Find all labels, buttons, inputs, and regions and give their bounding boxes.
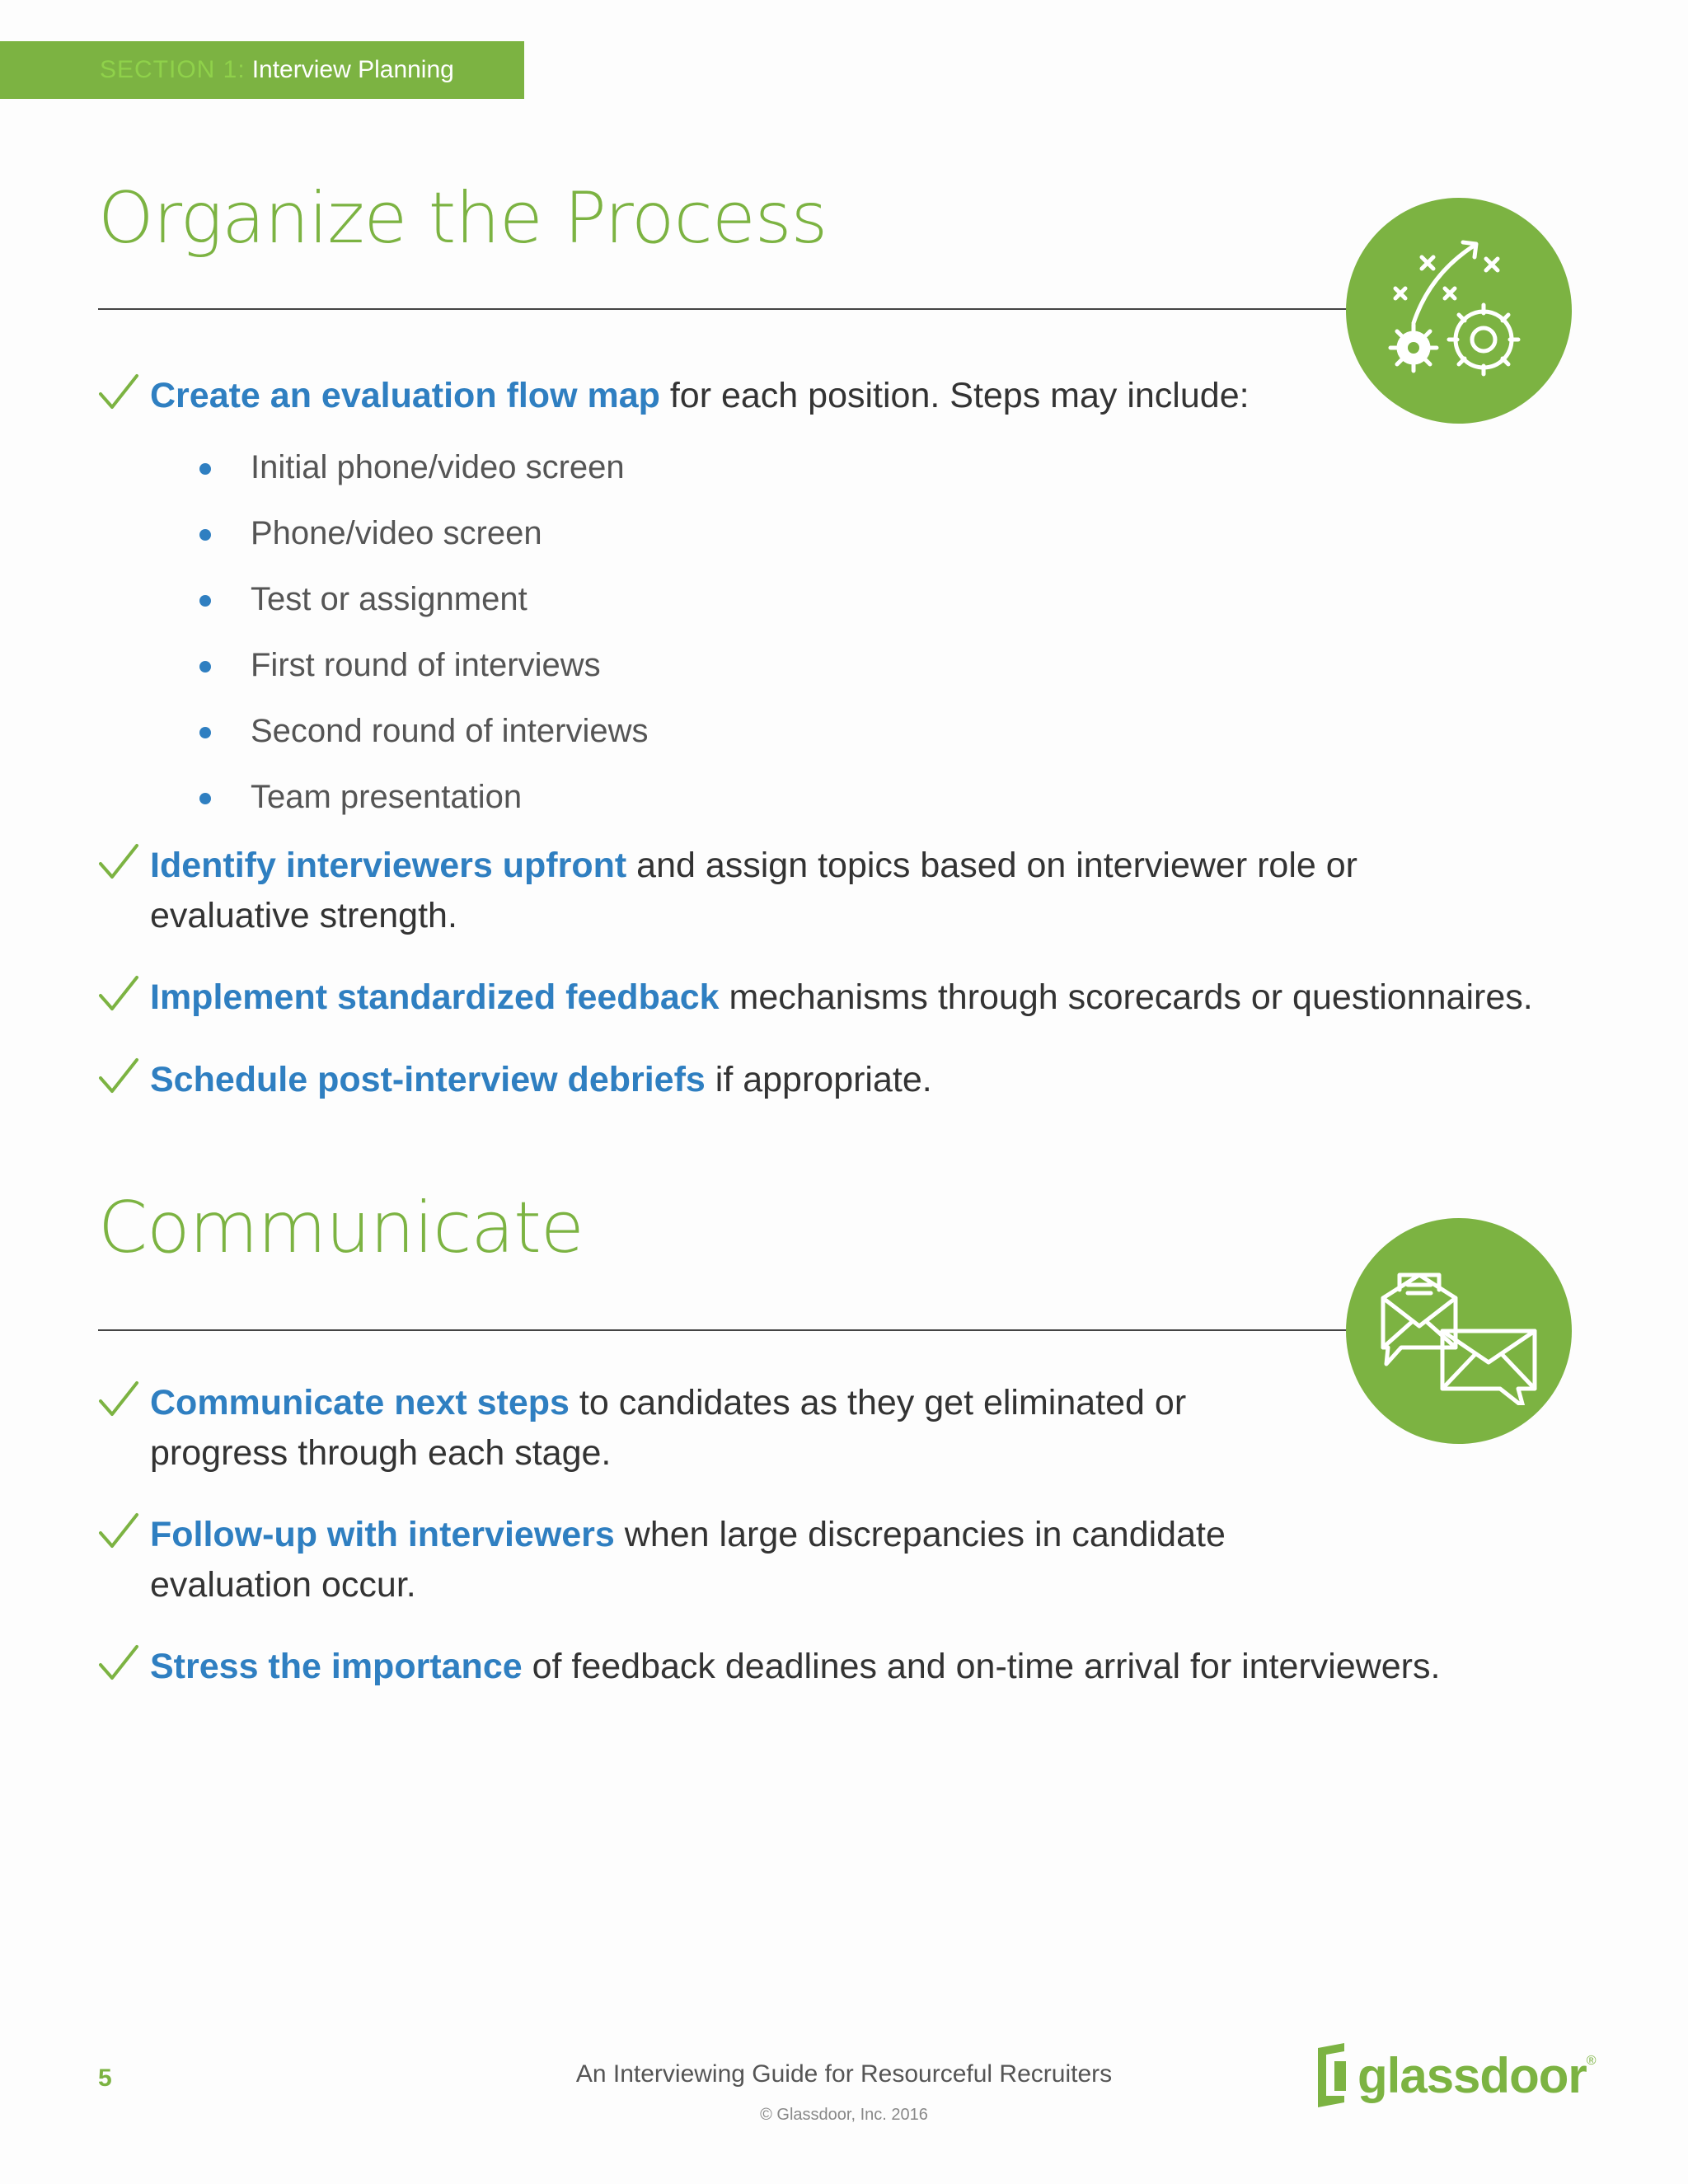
list-item: Test or assignment	[198, 573, 649, 639]
bullet-icon	[199, 463, 211, 475]
section-label: SECTION 1:	[100, 56, 246, 83]
item-highlight: Schedule post-interview debriefs	[150, 1060, 706, 1099]
list-item: Team presentation	[198, 771, 649, 837]
item-highlight: Implement standardized feedback	[150, 977, 720, 1017]
item-highlight: Create an evaluation flow map	[150, 376, 660, 415]
flow-steps-list	[198, 441, 649, 837]
item-body: for each position. Steps may include:	[659, 376, 1250, 415]
bullet-icon	[199, 595, 211, 607]
page-number: 5	[98, 2064, 112, 2092]
list-item: Initial phone/video screen	[198, 441, 649, 507]
glassdoor-logo	[1315, 2042, 1597, 2108]
item-highlight: Communicate next steps	[150, 1383, 570, 1422]
envelopes-chat-icon	[1346, 1218, 1572, 1444]
communicate-item-follow-up	[98, 1510, 1285, 1610]
check-icon	[98, 1511, 139, 1549]
section-tab	[0, 41, 524, 99]
item-body: to candidates as they get eliminated or progress through each stage.	[150, 1383, 1187, 1473]
organize-heading: Organize the Process	[98, 177, 828, 260]
list-item: Second round of interviews	[198, 705, 649, 771]
list-item: First round of interviews	[198, 639, 649, 705]
communicate-heading: Communicate	[98, 1187, 584, 1269]
check-icon	[98, 373, 139, 410]
bullet-icon	[199, 727, 211, 738]
communicate-divider	[98, 1329, 1376, 1331]
check-icon	[98, 1057, 139, 1094]
check-icon	[98, 1643, 139, 1681]
organize-item-feedback	[98, 972, 1598, 1023]
list-item: Phone/video screen	[198, 507, 649, 573]
bullet-icon	[199, 793, 211, 804]
organize-item-debriefs	[98, 1055, 1598, 1105]
check-icon	[98, 842, 139, 880]
item-highlight: Follow-up with interviewers	[150, 1515, 615, 1554]
organize-divider	[98, 308, 1376, 310]
guide-title: An Interviewing Guide for Resourceful Recruiters	[575, 2060, 1113, 2088]
copyright: © Glassdoor, Inc. 2016	[760, 2106, 928, 2124]
item-body: and assign topics based on interviewer role or evaluative strength.	[150, 846, 1357, 935]
communicate-item-next-steps	[98, 1378, 1268, 1479]
section-name: Interview Planning	[251, 56, 454, 83]
bullet-icon	[199, 661, 211, 673]
bullet-icon	[199, 529, 211, 541]
item-body: mechanisms through scorecards or questionnaires.	[719, 977, 1533, 1017]
item-body: when large discrepancies in candidate evaluation occur.	[150, 1515, 1226, 1605]
communicate-item-importance	[98, 1642, 1598, 1692]
registered-mark: ®	[1586, 2054, 1597, 2068]
item-highlight: Stress the importance	[150, 1647, 523, 1686]
check-icon	[98, 974, 139, 1012]
item-highlight: Identify interviewers upfront	[150, 846, 627, 885]
check-icon	[98, 1380, 139, 1418]
organize-item-flow-map	[98, 371, 1598, 421]
organize-item-interviewers	[98, 841, 1433, 941]
glassdoor-door-icon	[1315, 2043, 1351, 2107]
item-body: if appropriate.	[705, 1060, 932, 1099]
logo-wordmark: glassdoor	[1357, 2047, 1587, 2103]
item-body: of feedback deadlines and on-time arrival for interviewers.	[522, 1647, 1441, 1686]
